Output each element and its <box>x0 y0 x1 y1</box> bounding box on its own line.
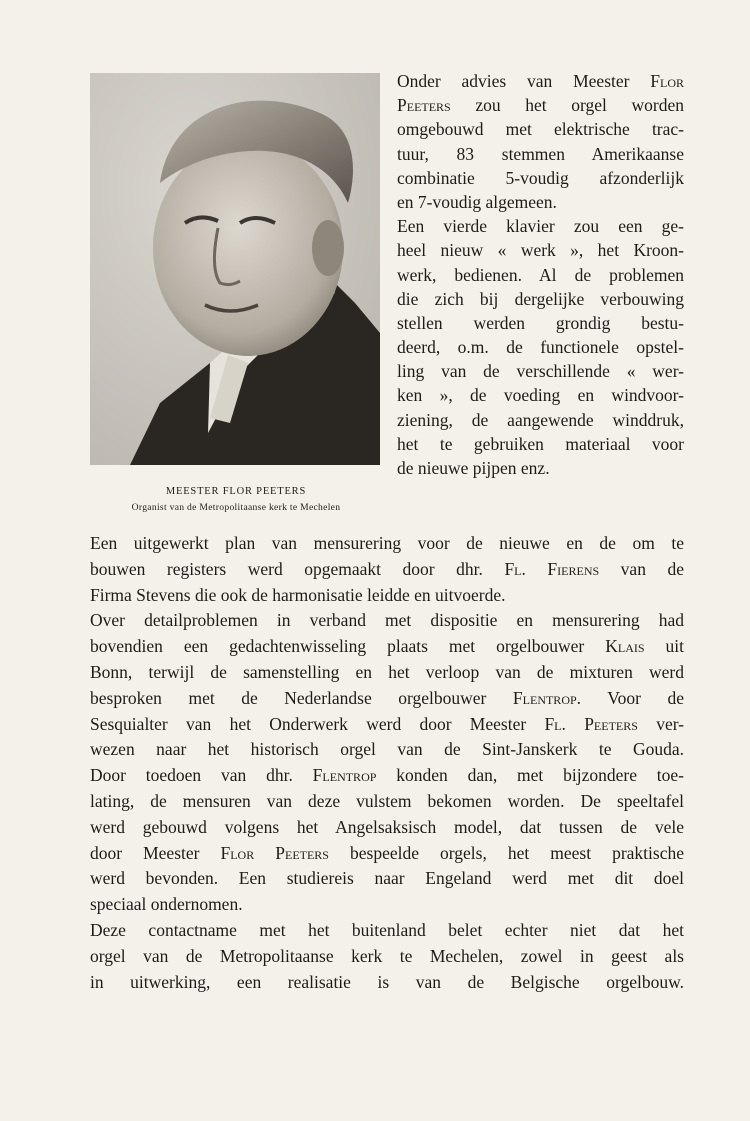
text-line: Bonn, terwijl de samenstelling en het verloop van de mixturen werd <box>90 661 684 682</box>
text-line: Sesquialter van het Onderwerk werd door Meester Fl. Peeters ver- <box>90 713 685 734</box>
text-line: het te gebruiken materiaal voor <box>397 433 684 454</box>
side-paragraphs <box>397 69 684 480</box>
text-line: Deze contactname met het buitenland belet echter niet dat het <box>90 919 684 940</box>
text-line: lating, de mensuren van deze vulstem bekomen worden. De speeltafel <box>90 790 684 811</box>
text-line: Peeters zou het orgel worden <box>397 95 684 116</box>
photo-caption <box>80 484 392 516</box>
text-line: deerd, o.m. de functionele opstel- <box>397 337 684 358</box>
text-line: tuur, 83 stemmen Amerikaanse <box>397 143 684 164</box>
text-line: werd bevonden. Een studiereis naar Engeland werd met dit doel <box>90 868 684 889</box>
text-line: besproken met de Nederlandse orgelbouwer Flentrop. Voor de <box>90 687 685 708</box>
portrait-image <box>90 73 380 465</box>
text-line: stellen werden grondig bestu- <box>397 312 684 333</box>
text-line: in uitwerking, een realisatie is van de Belgische orgelbouw. <box>90 971 684 992</box>
text-line: Een vierde klavier zou een ge- <box>397 216 684 237</box>
text-line: bouwen registers werd opgemaakt door dhr. Fl. Fierens van de <box>90 558 684 579</box>
text-line: bovendien een gedachtenwisseling plaats met orgelbouwer Klais uit <box>90 636 684 657</box>
portrait-photo <box>90 73 380 465</box>
text-line: Door toedoen van dhr. Flentrop konden dan, met bijzondere toe- <box>90 765 684 786</box>
text-line: en 7-voudig algemeen. <box>397 191 557 212</box>
text-line: Een uitgewerkt plan van mensurering voor de nieuwe en de om te <box>90 533 684 553</box>
text-line: werk, bedienen. Al de problemen <box>397 264 684 285</box>
text-line: die zich bij dergelijke verbouwing <box>397 288 684 309</box>
text-line: Over detailproblemen in verband met dispositie en mensurering had <box>90 610 684 631</box>
text-line: speciaal ondernomen. <box>90 894 243 915</box>
text-line: heel nieuw « werk », het Kroon- <box>397 240 684 261</box>
text-line: de nieuwe pijpen enz. <box>397 458 550 478</box>
text-line: omgebouwd met elektrische trac- <box>397 119 684 140</box>
caption-name: MEESTER FLOR PEETERS <box>165 486 307 497</box>
main-paragraphs <box>90 531 684 995</box>
text-line: combinatie 5-voudig afzonderlijk <box>397 167 684 188</box>
text-line: Firma Stevens die ook de harmonisatie leidde en uitvoerde. <box>90 584 506 605</box>
caption-description: Organist van de Metropolitaanse kerk te Mechelen <box>131 502 341 513</box>
text-line: ziening, de aangewende winddruk, <box>397 409 684 430</box>
text-line: Onder advies van Meester Flor <box>397 71 684 91</box>
text-line: ling van de verschillende « wer- <box>397 361 684 382</box>
text-line: werd gebouwd volgens het Angelsaksisch model, dat tussen de vele <box>90 816 684 837</box>
text-line: ken », de voeding en windvoor- <box>397 385 684 406</box>
text-line: wezen naar het historisch orgel van de Sint-Janskerk te Gouda. <box>90 739 684 760</box>
text-line: door Meester Flor Peeters bespeelde orgels, het meest praktische <box>90 842 685 863</box>
text-line: orgel van de Metropolitaanse kerk te Mechelen, zowel in geest als <box>90 945 684 966</box>
